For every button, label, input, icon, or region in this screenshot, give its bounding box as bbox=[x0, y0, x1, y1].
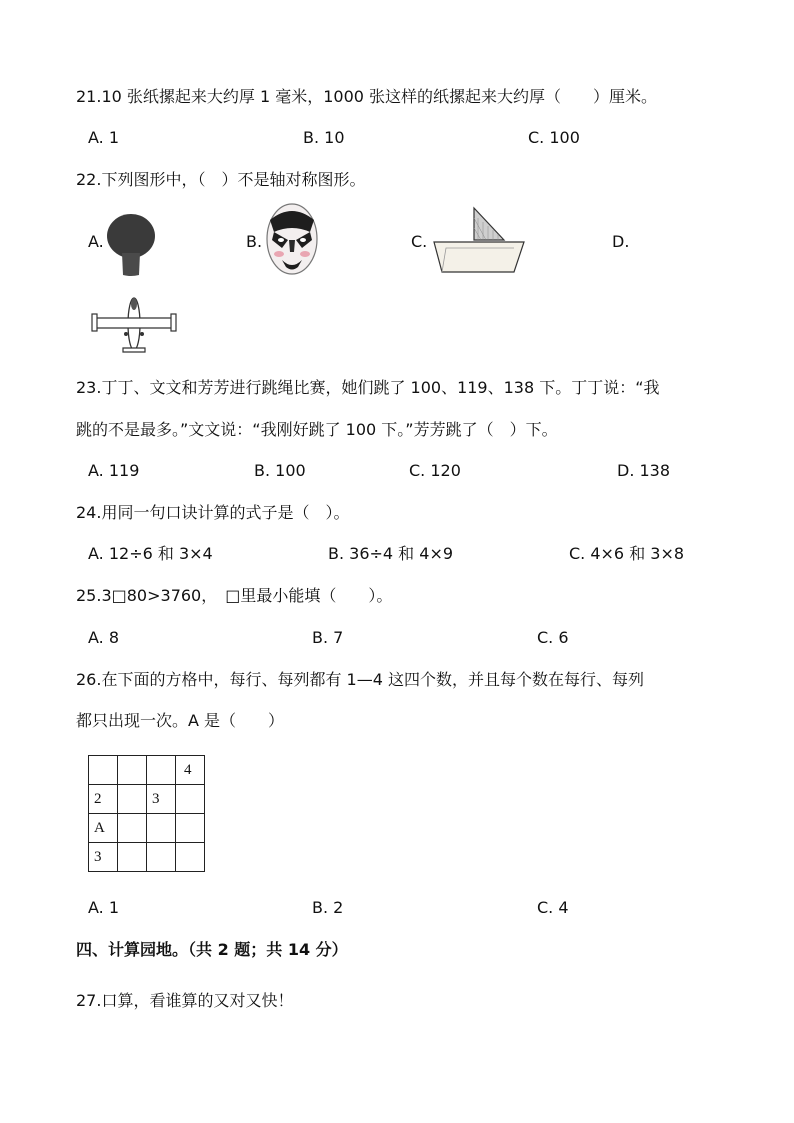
question-22: 22.下列图形中，（ ）不是轴对称图形。 bbox=[76, 170, 366, 189]
q26-option-b[interactable]: B. 2 bbox=[312, 898, 344, 917]
q25-option-c[interactable]: C. 6 bbox=[537, 628, 569, 647]
question-26-line-2: 都只出现一次。A 是（ ） bbox=[76, 711, 285, 730]
grid-cell: 3 bbox=[89, 843, 118, 872]
q26-option-c[interactable]: C. 4 bbox=[537, 898, 569, 917]
q24-option-a[interactable]: A. 12÷6 和 3×4 bbox=[88, 544, 213, 563]
q21-option-a[interactable]: A. 1 bbox=[88, 128, 120, 147]
q22-option-d[interactable]: D. bbox=[612, 232, 630, 251]
grid-cell bbox=[147, 814, 176, 843]
grid-cell bbox=[118, 785, 147, 814]
q25-option-a[interactable]: A. 8 bbox=[88, 628, 120, 647]
grid-cell: A bbox=[89, 814, 118, 843]
q21-option-c[interactable]: C. 100 bbox=[528, 128, 580, 147]
section-4-heading: 四、计算园地。（共 2 题；共 14 分） bbox=[76, 940, 348, 959]
question-27: 27.口算，看谁算的又对又快！ bbox=[76, 991, 294, 1010]
q26-option-a[interactable]: A. 1 bbox=[88, 898, 120, 917]
grid-cell bbox=[147, 843, 176, 872]
grid-cell bbox=[176, 785, 205, 814]
question-21: 21.10 张纸摞起来大约厚 1 毫米，1000 张这样的纸摞起来大约厚（ ）厘米。 bbox=[76, 87, 658, 106]
airplane-icon bbox=[90, 292, 178, 356]
q23-option-d[interactable]: D. 138 bbox=[617, 461, 671, 480]
grid-cell bbox=[147, 756, 176, 785]
grid-cell: 2 bbox=[89, 785, 118, 814]
grid-cell bbox=[89, 756, 118, 785]
q22-option-a[interactable]: A. bbox=[88, 232, 104, 251]
question-25: 25.3□80>3760， □里最小能填（ ）。 bbox=[76, 586, 393, 605]
paper-boat-icon bbox=[432, 206, 526, 274]
q23-option-a[interactable]: A. 119 bbox=[88, 461, 140, 480]
grid-cell: 3 bbox=[147, 785, 176, 814]
q24-option-b[interactable]: B. 36÷4 和 4×9 bbox=[328, 544, 454, 563]
grid-cell bbox=[118, 843, 147, 872]
grid-cell bbox=[176, 843, 205, 872]
paddle-icon bbox=[103, 213, 163, 277]
grid-cell bbox=[118, 814, 147, 843]
question-26-line-1: 26.在下面的方格中，每行、每列都有 1—4 这四个数，并且每个数在每行、每列 bbox=[76, 670, 644, 689]
opera-mask-icon bbox=[265, 202, 319, 276]
question-24: 24.用同一句口诀计算的式子是（ ）。 bbox=[76, 503, 350, 522]
q22-option-c[interactable]: C. bbox=[411, 232, 428, 251]
grid-cell: 4 bbox=[176, 756, 205, 785]
grid-cell bbox=[176, 814, 205, 843]
q22-option-b[interactable]: B. bbox=[246, 232, 263, 251]
number-grid bbox=[88, 755, 205, 872]
question-23-line-1: 23.丁丁、文文和芳芳进行跳绳比赛，她们跳了 100、119、138 下。丁丁说：“我 bbox=[76, 378, 660, 397]
q21-option-b[interactable]: B. 10 bbox=[303, 128, 345, 147]
q23-option-c[interactable]: C. 120 bbox=[409, 461, 461, 480]
q23-option-b[interactable]: B. 100 bbox=[254, 461, 306, 480]
question-23-line-2: 跳的不是最多。”文文说：“我刚好跳了 100 下。”芳芳跳了（ ）下。 bbox=[76, 420, 558, 439]
q24-option-c[interactable]: C. 4×6 和 3×8 bbox=[569, 544, 685, 563]
grid-cell bbox=[118, 756, 147, 785]
q25-option-b[interactable]: B. 7 bbox=[312, 628, 344, 647]
